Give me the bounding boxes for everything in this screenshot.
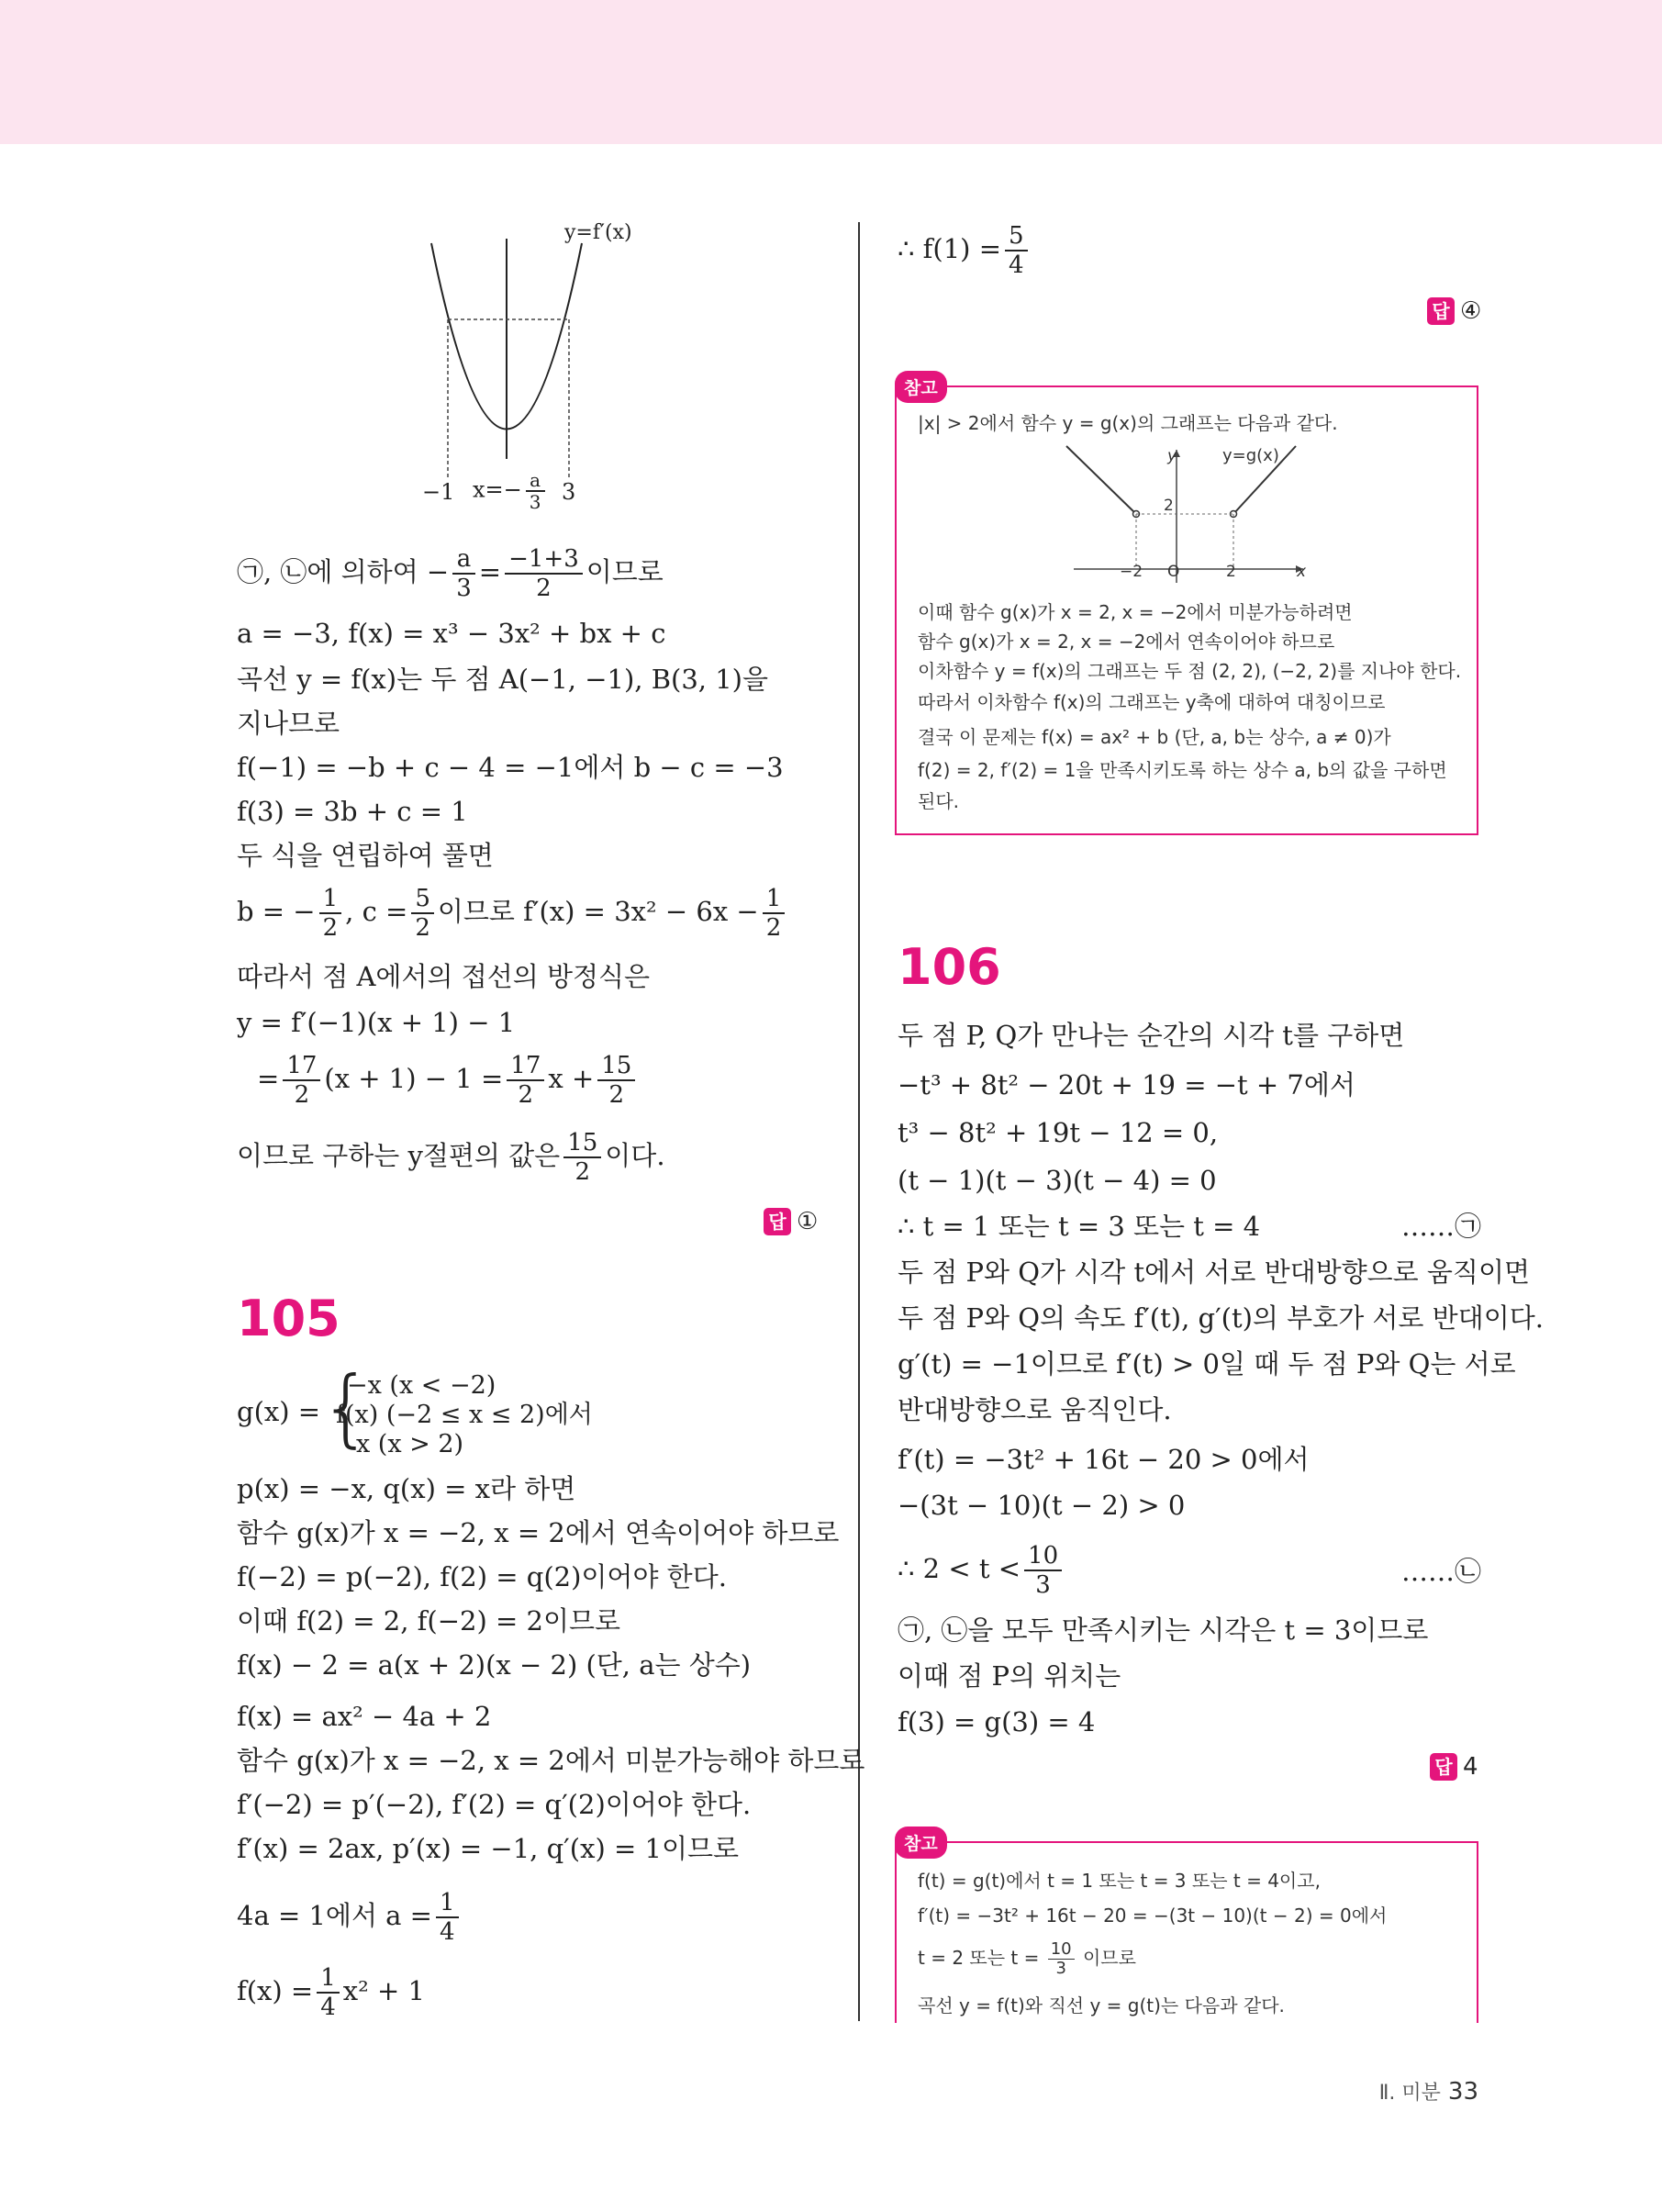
- g-graph-curve-label: y=g(x): [1222, 446, 1279, 465]
- p105-line-2: 함수 g(x)가 x = −2, x = 2에서 연속이어야 하므로: [237, 1517, 840, 1548]
- p105-line-11: f(x) = $\frac{1}{4}$ x² + 1: [237, 1964, 425, 2021]
- p106-line-10: f′(t) = −3t² + 16t − 20 > 0에서: [898, 1444, 1310, 1475]
- right-top-line: ∴ f(1) = $\frac{5}{4}$: [898, 222, 1032, 279]
- note-tag-1: 참고: [895, 371, 947, 403]
- graph-tick-mid: x=− $\frac{a}{3}$: [473, 470, 549, 512]
- g-graph-x-axis: x: [1297, 563, 1307, 581]
- left-line-9: 따라서 점 A에서의 접선의 방정식은: [237, 961, 651, 992]
- note1-line-3: 이차함수 y = f(x)의 그래프는 두 점 (2, 2), (−2, 2)를 지나야 한다.: [918, 660, 1462, 682]
- p106-line-11: −(3t − 10)(t − 2) > 0: [898, 1490, 1186, 1521]
- p106-line-6: 두 점 P와 Q가 시각 t에서 서로 반대방향으로 움직이면: [898, 1257, 1530, 1288]
- p106-line-8: g′(t) = −1이므로 f′(t) > 0일 때 두 점 P와 Q는 서로: [898, 1348, 1516, 1380]
- case-1: −x (x < −2): [347, 1371, 496, 1400]
- left-line-7: 두 식을 연립하여 풀면: [237, 840, 494, 871]
- g-graph-x-pos: 2: [1226, 563, 1236, 581]
- p106-line-9: 반대방향으로 움직인다.: [898, 1394, 1172, 1425]
- note1-line-4: 따라서 이차함수 f(x)의 그래프는 y축에 대하여 대칭이므로: [918, 691, 1386, 713]
- answer-badge: 답: [764, 1208, 791, 1235]
- left-line-1: ㉠, ㉡에 의하여 − $\frac{a}{3}$ = $\frac{-1+3}{2}$ 이므로: [237, 545, 664, 602]
- p106-line-5: ∴ t = 1 또는 t = 3 또는 t = 4 ……㉠: [898, 1211, 1481, 1242]
- g-graph-y-tick: 2: [1164, 497, 1174, 515]
- p106-line-15: f(3) = g(3) = 4: [898, 1706, 1096, 1737]
- p106-line-12: ∴ 2 < t < $\frac{10}{3}$ ……㉡: [898, 1542, 1481, 1599]
- left-line-3: 곡선 y = f(x)는 두 점 A(−1, −1), B(3, 1)을: [237, 664, 769, 695]
- p105-line-4: 이때 f(2) = 2, f(−2) = 2이므로: [237, 1605, 621, 1637]
- note1-line-1: 이때 함수 g(x)가 x = 2, x = −2에서 미분가능하려면: [918, 601, 1353, 623]
- problem-number-105: 105: [237, 1290, 340, 1347]
- p106-line-1: 두 점 P, Q가 만나는 순간의 시각 t를 구하면: [898, 1020, 1405, 1051]
- p105-line-9: f′(x) = 2ax, p′(x) = −1, q′(x) = 1이므로: [237, 1833, 739, 1864]
- p105-line-5: f(x) − 2 = a(x + 2)(x − 2) (단, a는 상수): [237, 1649, 752, 1681]
- left-line-11: = $\frac{17}{2}$ (x + 1) − 1 = $\frac{17}{2}$ x + $\frac{15}{2}$: [257, 1052, 639, 1109]
- tag-circle-2: ……㉡: [1400, 1556, 1481, 1587]
- top-color-band: [0, 0, 1662, 144]
- left-line-12: 이므로 구하는 y절편의 값은 $\frac{15}{2}$ 이다.: [237, 1129, 665, 1186]
- p106-line-14: 이때 점 P의 위치는: [898, 1660, 1121, 1692]
- note1-line-6: f(2) = 2, f′(2) = 1을 만족시키도록 하는 상수 a, b의 값을 구하면: [918, 759, 1447, 781]
- g-graph: [1055, 441, 1322, 587]
- case-2: f(x) (−2 ≤ x ≤ 2)에서: [336, 1401, 593, 1429]
- note2-line-1: f(t) = g(t)에서 t = 1 또는 t = 3 또는 t = 4이고,: [918, 1870, 1321, 1892]
- note1-line-2: 함수 g(x)가 x = 2, x = −2에서 연속이어야 하므로: [918, 631, 1335, 653]
- note2-line-3: t = 2 또는 t = $\frac{10}{3}$ 이므로: [918, 1939, 1136, 1978]
- graph-tick-right: 3: [562, 479, 576, 505]
- p105-line-10: 4a = 1에서 a = $\frac{1}{4}$: [237, 1889, 463, 1946]
- left-line-2: a = −3, f(x) = x³ − 3x² + bx + c: [237, 618, 666, 649]
- p105-line-8: f′(−2) = p′(−2), f′(2) = q′(2)이어야 한다.: [237, 1789, 752, 1820]
- note1-line-5: 결국 이 문제는 f(x) = ax² + b (단, a, b는 상수, a ≠ 0)가: [918, 726, 1391, 748]
- note-tag-2: 참고: [895, 1827, 947, 1859]
- page-footer: [1379, 2077, 1478, 2106]
- answer-2: 답 ④: [1427, 294, 1481, 325]
- p105-line-3: f(−2) = p(−2), f(2) = q(2)이어야 한다.: [237, 1561, 727, 1592]
- left-line-8: b = − $\frac{1}{2}$ , c = $\frac{5}{2}$ 이므로 f′(x) = 3x² − 6x − $\frac{1}{2}$: [237, 885, 788, 942]
- p106-line-2: −t³ + 8t² − 20t + 19 = −t + 7에서: [898, 1069, 1355, 1100]
- left-line-10: y = f′(−1)(x + 1) − 1: [237, 1007, 516, 1038]
- left-line-6: f(3) = 3b + c = 1: [237, 796, 468, 827]
- p106-line-7: 두 점 P와 Q의 속도 f′(t), g′(t)의 부호가 서로 반대이다.: [898, 1302, 1544, 1334]
- g-definition-lhs: g(x) =: [237, 1396, 321, 1427]
- cases-brace: {: [319, 1358, 374, 1457]
- p106-line-13: ㉠, ㉡을 모두 만족시키는 시각은 t = 3이므로: [898, 1614, 1429, 1646]
- p106-line-4: (t − 1)(t − 3)(t − 4) = 0: [898, 1165, 1217, 1196]
- section-label: Ⅱ. 미분: [1378, 2082, 1441, 2105]
- note1-line-0: |x| > 2에서 함수 y = g(x)의 그래프는 다음과 같다.: [918, 412, 1338, 434]
- answer-1: 답 ①: [764, 1204, 818, 1235]
- answer-badge: 답: [1430, 1753, 1457, 1781]
- p105-line-1: p(x) = −x, q(x) = x라 하면: [237, 1473, 576, 1504]
- graph-curve-label: y=f′(x): [564, 221, 632, 244]
- problem-number-106: 106: [898, 938, 1001, 996]
- tag-circle-1: ……㉠: [1400, 1211, 1481, 1242]
- p106-line-3: t³ − 8t² + 19t − 12 = 0,: [898, 1117, 1219, 1148]
- note2-line-2: f′(t) = −3t² + 16t − 20 = −(3t − 10)(t − 2) = 0에서: [918, 1905, 1388, 1927]
- g-graph-origin: O: [1167, 563, 1180, 581]
- answer-badge: 답: [1427, 297, 1455, 325]
- note1-line-7: 된다.: [918, 790, 959, 812]
- p105-line-7: 함수 g(x)가 x = −2, x = 2에서 미분가능해야 하므로: [237, 1745, 865, 1776]
- graph-tick-left: −1: [422, 479, 455, 505]
- g-graph-y-axis: y: [1167, 447, 1177, 465]
- note2-line-4: 곡선 y = f(t)와 직선 y = g(t)는 다음과 같다.: [918, 1994, 1285, 2016]
- left-line-4: 지나므로: [237, 708, 340, 739]
- page-number: 33: [1447, 2078, 1478, 2106]
- g-graph-x-neg: −2: [1120, 563, 1143, 581]
- left-line-5: f(−1) = −b + c − 4 = −1에서 b − c = −3: [237, 752, 784, 783]
- p105-line-6: f(x) = ax² − 4a + 2: [237, 1701, 492, 1732]
- answer-3: 답 4: [1430, 1749, 1478, 1781]
- case-3: x (x > 2): [356, 1430, 464, 1458]
